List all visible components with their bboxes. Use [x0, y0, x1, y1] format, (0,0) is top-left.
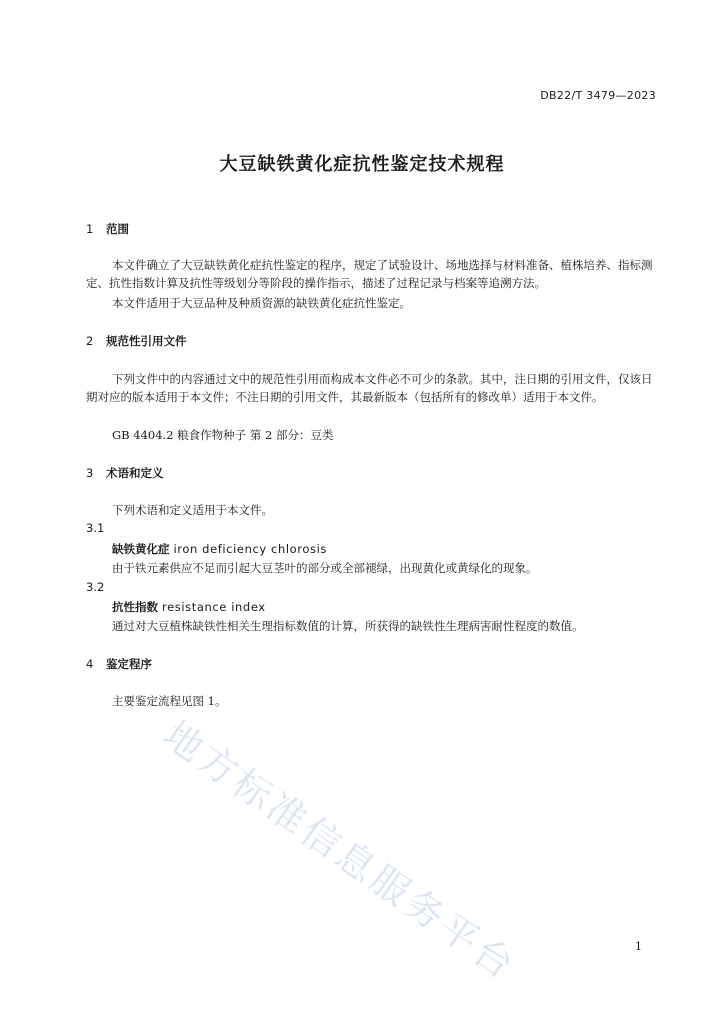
section-title: 范围: [106, 222, 129, 236]
section-heading-2: [86, 333, 187, 349]
paragraph: 本文件适用于大豆品种及种质资源的缺铁黄化症抗性鉴定。: [112, 296, 411, 310]
term-zh: 缺铁黄化症: [112, 542, 170, 556]
section-number: 4: [86, 657, 94, 671]
section-number: 2: [86, 334, 94, 348]
term-number: 3.1: [86, 521, 105, 535]
term-entry: [112, 599, 266, 615]
section-number: 1: [86, 222, 94, 236]
term-entry: [112, 541, 327, 557]
term-en: iron deficiency chlorosis: [173, 542, 327, 556]
term-en: resistance index: [162, 600, 266, 614]
section-title: 术语和定义: [106, 466, 164, 480]
section-heading-3: [86, 465, 164, 481]
standard-number: DB22/T 3479—2023: [540, 89, 656, 102]
paragraph: 下列术语和定义适用于本文件。: [112, 503, 273, 517]
section-title: 规范性引用文件: [106, 334, 187, 348]
section-title: 鉴定程序: [106, 657, 152, 671]
paragraph: 本文件确立了大豆缺铁黄化症抗性鉴定的程序，规定了试验设计、场地选择与材料准备、植株培养、指标测定、抗性指数计算及抗性等级划分等阶段的操作指示，描述了过程记录与档案等追溯方法。: [86, 258, 653, 290]
section-heading-4: [86, 656, 152, 672]
page-number: 1: [635, 940, 642, 953]
section-number: 3: [86, 466, 94, 480]
document-title: 大豆缺铁黄化症抗性鉴定技术规程: [219, 154, 505, 175]
section-heading-1: [86, 221, 129, 237]
watermark: 地方标准信息服务平台: [155, 712, 525, 990]
term-number: 3.2: [86, 580, 105, 594]
term-zh: 抗性指数: [112, 600, 158, 614]
term-definition: 由于铁元素供应不足而引起大豆茎叶的部分或全部褪绿，出现黄化或黄绿化的现象。: [112, 561, 538, 575]
paragraph: 下列文件中的内容通过文中的规范性引用而构成本文件必不可少的条款。其中，注日期的引用文件，仅该日期对应的版本适用于本文件；不注日期的引用文件，其最新版本（包括所有的修改单）适用于本文件。: [86, 372, 653, 404]
term-definition: 通过对大豆植株缺铁性相关生理指标数值的计算，所获得的缺铁性生理病害耐性程度的数值。: [112, 619, 584, 633]
paragraph: 主要鉴定流程见图 1。: [112, 694, 227, 708]
reference-item: GB 4404.2 粮食作物种子 第 2 部分：豆类: [112, 428, 334, 442]
